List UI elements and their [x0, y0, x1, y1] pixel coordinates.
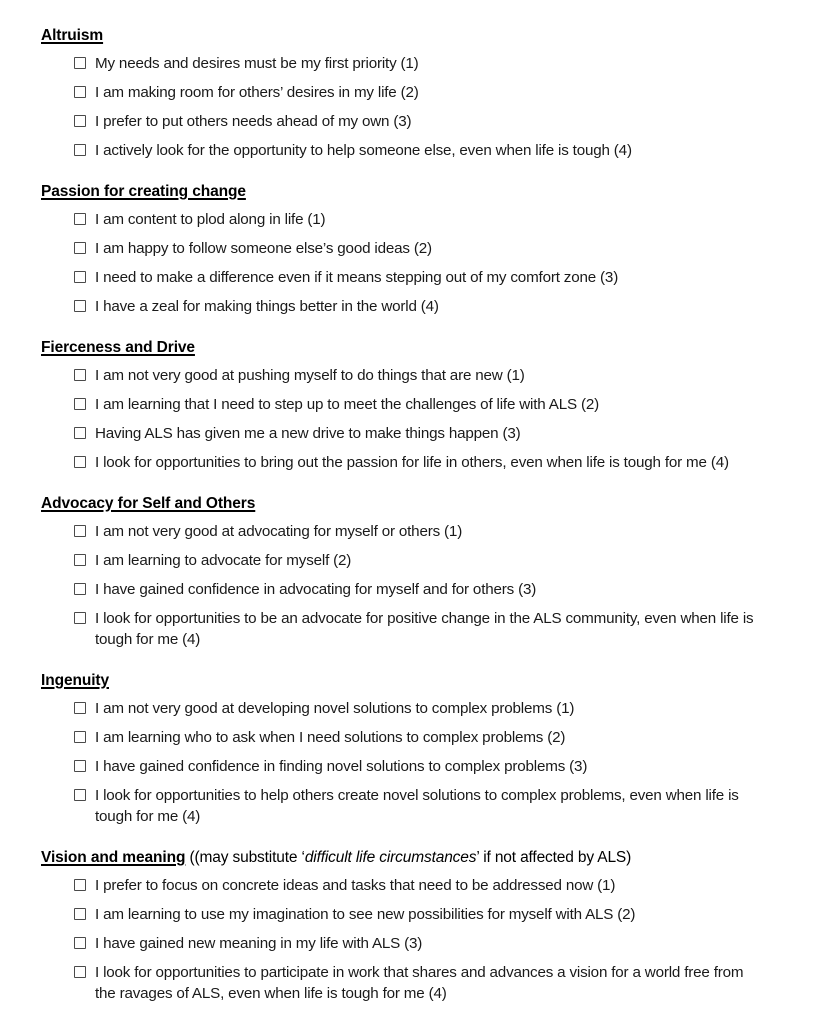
checklist-item[interactable]	[41, 579, 788, 600]
section-heading	[41, 848, 788, 868]
checklist-item-label: I need to make a difference even if it means stepping out of my comfort zone (3)	[95, 269, 619, 286]
checklist-item[interactable]	[41, 111, 788, 132]
checklist-items	[41, 209, 788, 317]
checklist-item[interactable]	[41, 82, 788, 103]
heading-note-prefix: ((may substitute ‘	[185, 849, 305, 866]
empty-checkbox-icon[interactable]	[74, 908, 86, 920]
empty-checkbox-icon[interactable]	[74, 702, 86, 714]
empty-checkbox-icon[interactable]	[74, 879, 86, 891]
checklist-item[interactable]	[41, 875, 788, 896]
empty-checkbox-icon[interactable]	[74, 583, 86, 595]
checklist-item[interactable]	[41, 608, 788, 650]
section-heading	[41, 182, 788, 202]
checklist-item-label: I am not very good at advocating for myself or others (1)	[95, 523, 463, 540]
checklist-item[interactable]	[41, 962, 788, 1004]
empty-checkbox-icon[interactable]	[74, 86, 86, 98]
checklist-item-label: I have gained new meaning in my life with ALS (3)	[95, 935, 423, 952]
checklist-item[interactable]	[41, 423, 788, 444]
checklist-item-label: I actively look for the opportunity to help someone else, even when life is tough (4)	[95, 142, 632, 159]
empty-checkbox-icon[interactable]	[74, 937, 86, 949]
checklist-section	[41, 338, 788, 473]
section-heading	[41, 494, 788, 514]
empty-checkbox-icon[interactable]	[74, 398, 86, 410]
checklist-item[interactable]	[41, 209, 788, 230]
heading-note-emphasis: difficult life circumstances	[304, 849, 477, 866]
checklist-item-label: I prefer to focus on concrete ideas and tasks that need to be addressed now (1)	[95, 877, 616, 894]
checklist-item[interactable]	[41, 550, 788, 571]
checklist-item[interactable]	[41, 53, 788, 74]
section-heading-label: Advocacy for Self and Others	[41, 495, 256, 512]
checklist-item[interactable]	[41, 727, 788, 748]
checklist-section	[41, 671, 788, 827]
empty-checkbox-icon[interactable]	[74, 300, 86, 312]
checklist-section	[41, 26, 788, 161]
checklist-item[interactable]	[41, 933, 788, 954]
checklist-items	[41, 53, 788, 161]
empty-checkbox-icon[interactable]	[74, 525, 86, 537]
checklist-item[interactable]	[41, 394, 788, 415]
checklist-items	[41, 365, 788, 473]
checklist-item-label: My needs and desires must be my first priority (1)	[95, 55, 419, 72]
section-heading-label: Passion for creating change	[41, 183, 246, 200]
empty-checkbox-icon[interactable]	[74, 242, 86, 254]
section-heading	[41, 671, 788, 691]
checklist-item-label: I am content to plod along in life (1)	[95, 211, 326, 228]
empty-checkbox-icon[interactable]	[74, 554, 86, 566]
sections-container	[41, 26, 788, 1004]
section-heading	[41, 26, 788, 46]
checklist-item-label: I am learning to use my imagination to see new possibilities for myself with ALS (2)	[95, 906, 636, 923]
checklist-items	[41, 698, 788, 827]
empty-checkbox-icon[interactable]	[74, 789, 86, 801]
checklist-item-label: I look for opportunities to bring out the passion for life in others, even when life is tough for me (4)	[95, 454, 729, 471]
checklist-item-label: I am learning who to ask when I need solutions to complex problems (2)	[95, 729, 566, 746]
empty-checkbox-icon[interactable]	[74, 213, 86, 225]
section-heading-label: Altruism	[41, 27, 104, 44]
empty-checkbox-icon[interactable]	[74, 966, 86, 978]
checklist-item[interactable]	[41, 238, 788, 259]
empty-checkbox-icon[interactable]	[74, 144, 86, 156]
heading-note-suffix: ’ if not affected by ALS)	[476, 849, 632, 866]
checklist-item[interactable]	[41, 365, 788, 386]
empty-checkbox-icon[interactable]	[74, 731, 86, 743]
empty-checkbox-icon[interactable]	[74, 456, 86, 468]
checklist-item[interactable]	[41, 698, 788, 719]
section-heading-note	[185, 849, 631, 866]
checklist-section	[41, 848, 788, 1004]
checklist-item-label: I am not very good at developing novel solutions to complex problems (1)	[95, 700, 575, 717]
empty-checkbox-icon[interactable]	[74, 427, 86, 439]
checklist-item[interactable]	[41, 296, 788, 317]
checklist-item-label: Having ALS has given me a new drive to make things happen (3)	[95, 425, 521, 442]
empty-checkbox-icon[interactable]	[74, 115, 86, 127]
checklist-item-label: I am learning to advocate for myself (2)	[95, 552, 352, 569]
checklist-item[interactable]	[41, 785, 788, 827]
checklist-item-label: I look for opportunities to be an advocate for positive change in the ALS community, even when life is tough for me (4)	[95, 610, 754, 648]
checklist-section	[41, 494, 788, 650]
checklist-item-label: I have gained confidence in finding novel solutions to complex problems (3)	[95, 758, 588, 775]
section-heading-label: Vision and meaning	[41, 849, 186, 866]
section-heading-label: Fierceness and Drive	[41, 339, 195, 356]
empty-checkbox-icon[interactable]	[74, 271, 86, 283]
checklist-item-label: I look for opportunities to help others create novel solutions to complex problems, even when life is tough for me (4)	[95, 787, 739, 825]
empty-checkbox-icon[interactable]	[74, 760, 86, 772]
checklist-items	[41, 875, 788, 1004]
checklist-item[interactable]	[41, 140, 788, 161]
checklist-item-label: I have gained confidence in advocating for myself and for others (3)	[95, 581, 537, 598]
checklist-item-label: I prefer to put others needs ahead of my own (3)	[95, 113, 412, 130]
checklist-item-label: I have a zeal for making things better in the world (4)	[95, 298, 439, 315]
checklist-items	[41, 521, 788, 650]
checklist-item-label: I am making room for others’ desires in my life (2)	[95, 84, 419, 101]
checklist-item[interactable]	[41, 452, 788, 473]
section-heading	[41, 338, 788, 358]
empty-checkbox-icon[interactable]	[74, 57, 86, 69]
checklist-item[interactable]	[41, 267, 788, 288]
checklist-item[interactable]	[41, 904, 788, 925]
empty-checkbox-icon[interactable]	[74, 369, 86, 381]
checklist-item-label: I look for opportunities to participate in work that shares and advances a vision for a world free from the ravages of ALS, even when life is tough for me (4)	[95, 964, 744, 1002]
checklist-item[interactable]	[41, 521, 788, 542]
checklist-item-label: I am happy to follow someone else’s good ideas (2)	[95, 240, 432, 257]
empty-checkbox-icon[interactable]	[74, 612, 86, 624]
checklist-item[interactable]	[41, 756, 788, 777]
checklist-item-label: I am learning that I need to step up to meet the challenges of life with ALS (2)	[95, 396, 599, 413]
checklist-section	[41, 182, 788, 317]
section-heading-label: Ingenuity	[41, 672, 109, 689]
checklist-item-label: I am not very good at pushing myself to do things that are new (1)	[95, 367, 525, 384]
